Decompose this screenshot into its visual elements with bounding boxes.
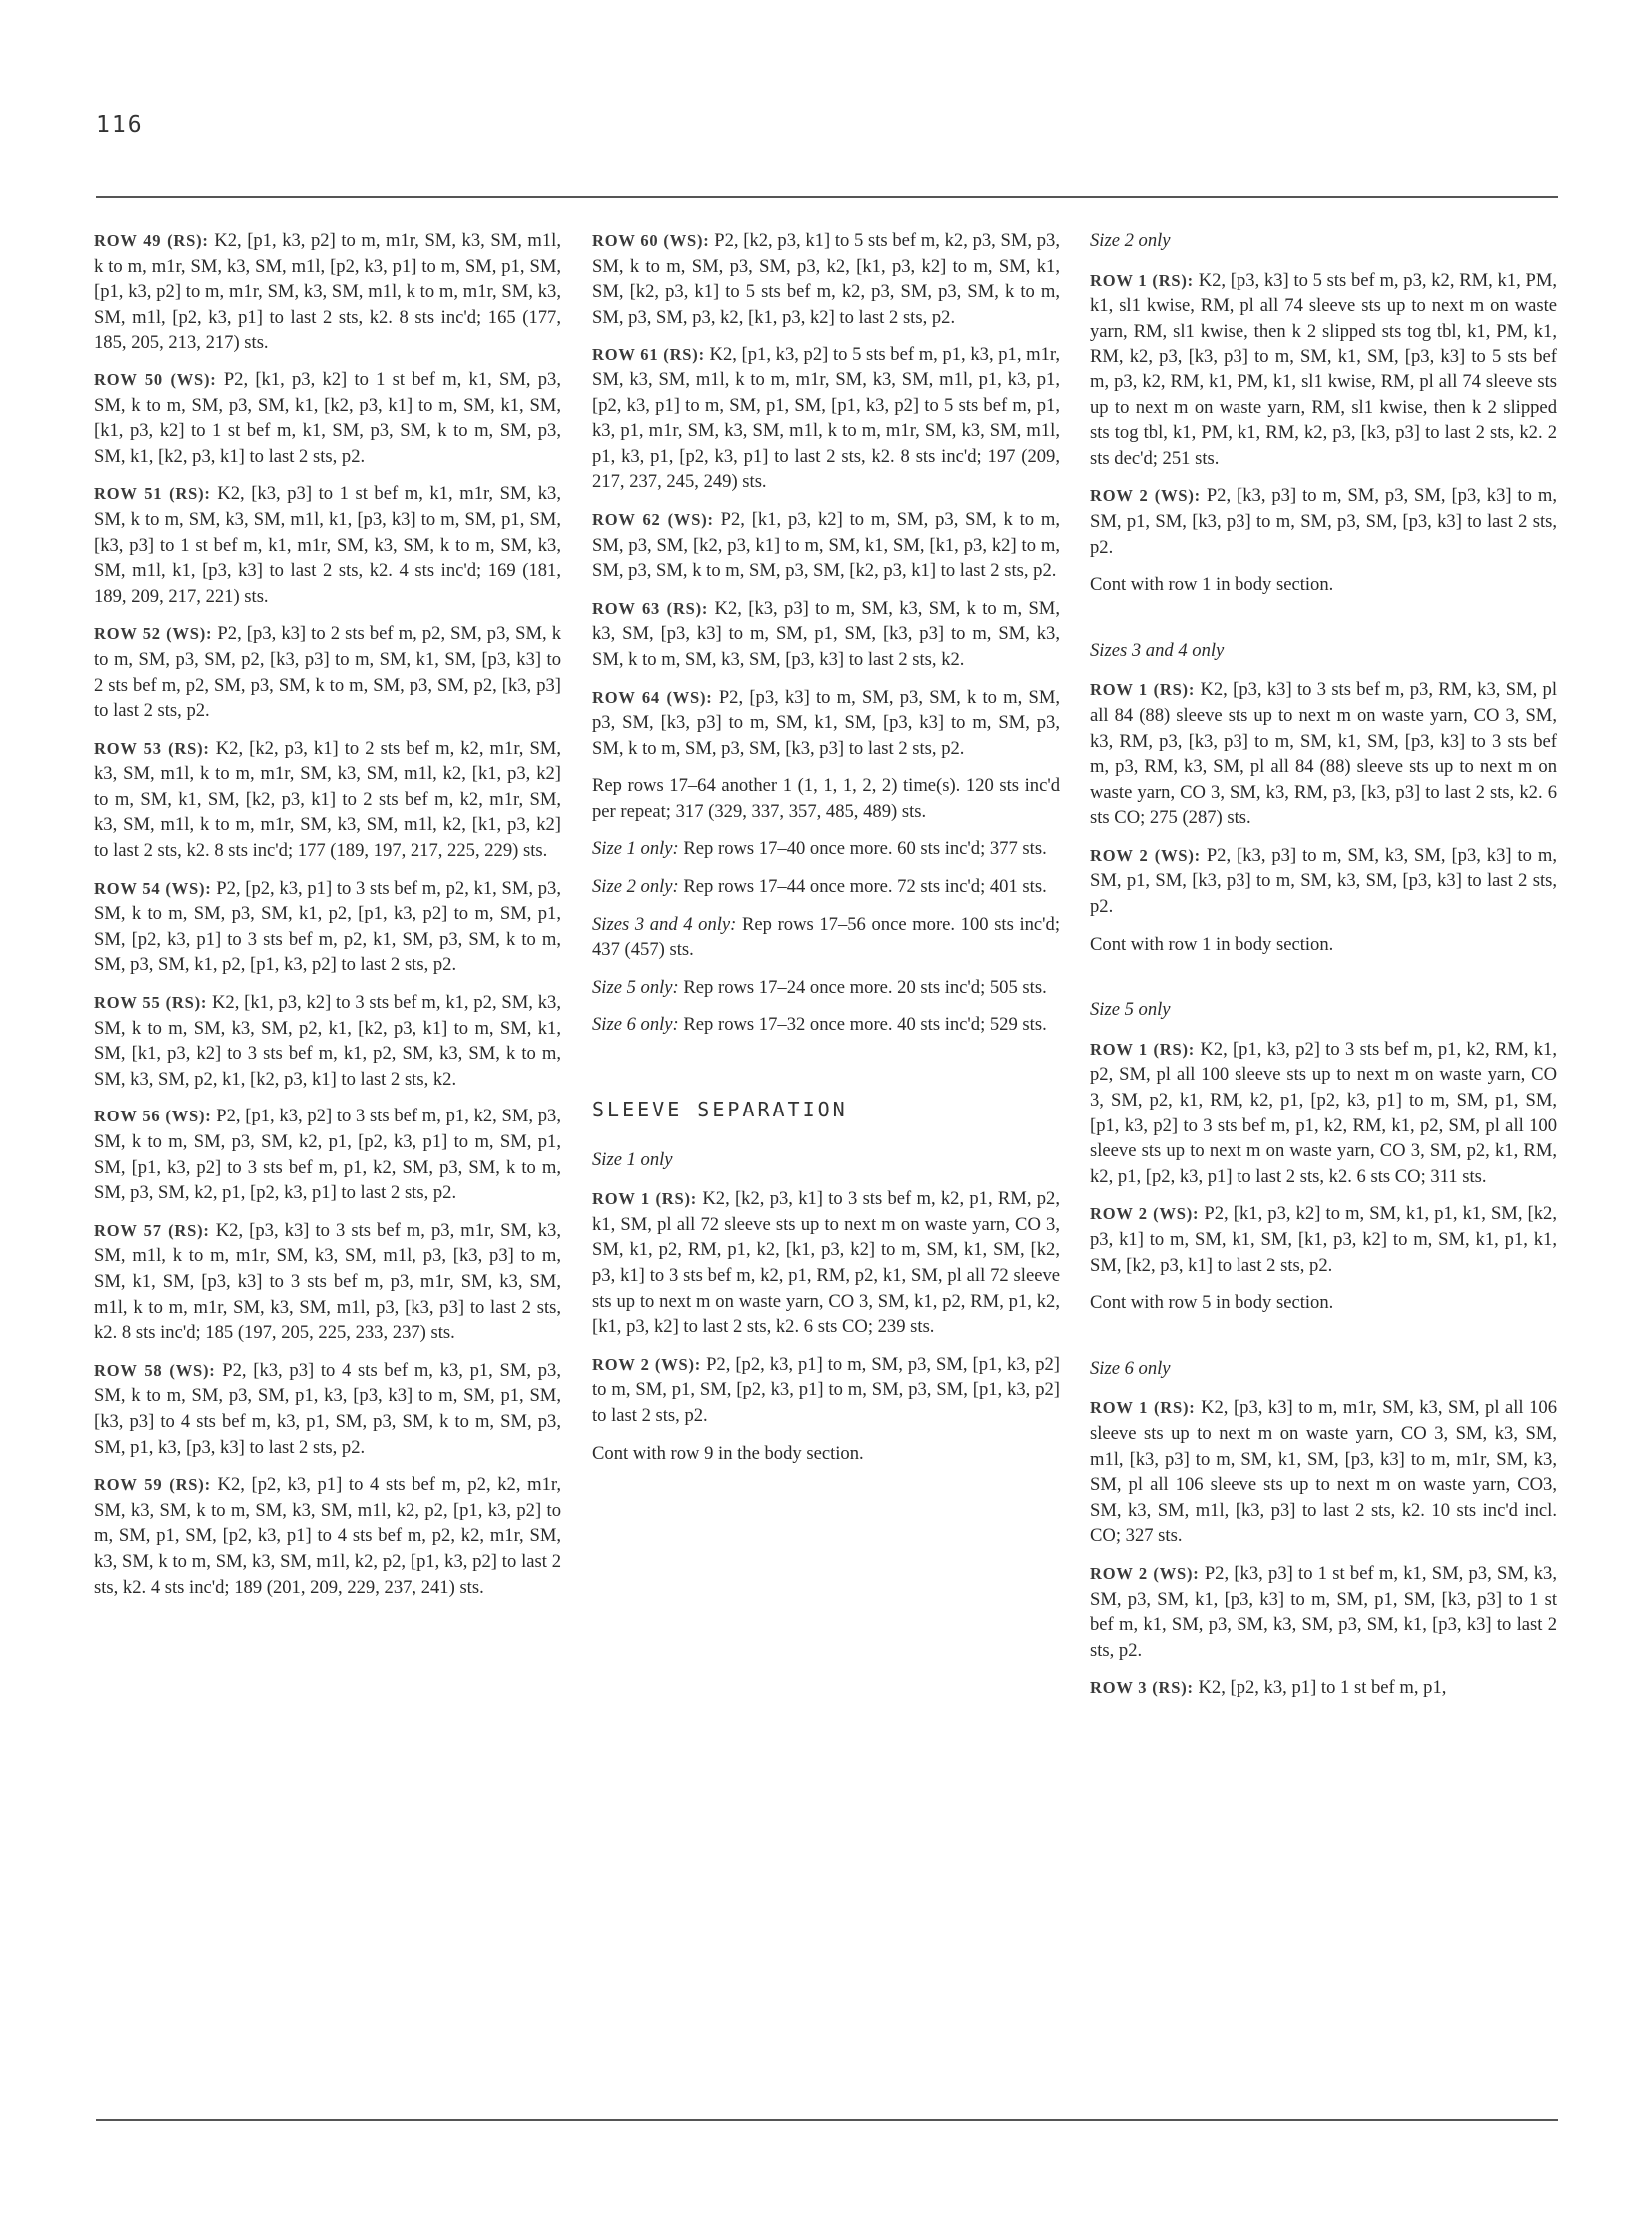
size-5-row-1: ROW 1 (RS): K2, [p1, k3, p2] to 3 sts bef m, p1, k2, RM, k1, p2, SM, pl all 100 sleeve sts up to next m on waste yarn, CO 3, SM, p2, k1, RM, k2, p1, [p2, k3, p1] to m, SM, p1, SM, [p1, k3, p2] to 3 sts bef m, p1, k2, RM, k1, p2, SM, pl all 100 sleeve sts up to next m on waste yarn, CO 3, SM, p2, k1, RM, k2, p1, [p2, k3, p1] to last 2 sts, k2. 6 sts CO; 311 sts. [1090,1038,1558,1187]
size-1-row-1: ROW 1 (RS): K2, [k2, p3, k1] to 3 sts bef m, k2, p1, RM, p2, k1, SM, pl all 72 sleeve sts up to next m on waste yarn, CO 3, SM, k1, p2, RM, p1, k2, [k1, p3, k2] to m, SM, k1, SM, [k2, p3, k1] to 3 sts bef m, k2, p1, RM, p2, k1, SM, pl all 72 sleeve sts up to next m on waste yarn, CO 3, SM, k1, p2, RM, p1, k2, [k1, p3, k2] to last 2 sts, k2. 6 sts CO; 239 sts. [592,1188,1061,1338]
row-52: ROW 52 (WS): P2, [p3, k3] to 2 sts bef m, p2, SM, p3, SM, k to m, SM, p3, SM, p2, [k3, p3] to m, SM, k1, SM, [p3, k3] to 2 sts bef m, p2, SM, p3, SM, k to m, SM, p3, SM, p2, [k3, p3] to last 2 sts, p2. [94,623,562,722]
size-5-subheading: Size 5 only [1090,999,1171,1021]
row-53: ROW 53 (RS): K2, [k2, p3, k1] to 2 sts bef m, k2, m1r, SM, k3, SM, m1l, k to m, m1r, SM, k3, SM, m1l, k2, [k1, p3, k2] to m, SM, k1, SM, [k2, p3, k1] to 2 sts bef m, k2, m1r, SM, k3, SM, m1l, k to m, m1r, SM, k3, SM, m1l, k2, [k1, p3, k2] to last 2 sts, k2. 8 sts inc'd; 177 (189, 197, 217, 225, 229) sts. [94,737,561,862]
sizes-3-4-repeat: Sizes 3 and 4 only: Rep rows 17–56 once more. 100 sts inc'd; 437 (457) sts. [592,913,1060,961]
sizes-3-4-row-2: ROW 2 (WS): P2, [k3, p3] to m, SM, k3, SM, [p3, k3] to m, SM, p1, SM, [k3, p3] to m, SM, k3, SM, [p3, k3] to last 2 sts, p2. [1090,844,1557,918]
row-50: ROW 50 (WS): P2, [k1, p3, k2] to 1 st bef m, k1, SM, p3, SM, k to m, SM, p3, SM, k1, [k2, p3, k1] to m, SM, k1, SM, [k1, p3, k2] to 1 st bef m, k1, SM, p3, SM, k to m, SM, p3, SM, k1, [k2, p3, k1] to last 2 sts, p2. [94,369,561,467]
section-heading-sleeve-separation: SLEEVE SEPARATION [592,1098,848,1122]
size-6-row-2: ROW 2 (WS): P2, [k3, p3] to 1 st bef m, k1, SM, p3, SM, k3, SM, p3, SM, k1, [p3, k3] to m, SM, p1, SM, [k3, p3] to 1 st bef m, k1, SM, p3, SM, k3, SM, p3, SM, k1, [p3, k3] to last 2 sts, p2. [1090,1562,1557,1661]
size-6-row-1: ROW 1 (RS): K2, [p3, k3] to m, m1r, SM, k3, SM, pl all 106 sleeve sts up to next m on waste yarn, CO 3, SM, k3, SM, m1l, [k3, p3] to m, SM, k1, SM, [p3, k3] to m, m1r, SM, k3, SM, pl all 106 sleeve sts up to next m on waste yarn, CO3, SM, k3, SM, m1l, [k3, p3] to last 2 sts, k2. 10 sts inc'd incl. CO; 327 sts. [1090,1397,1557,1547]
size-1-continue: Cont with row 9 in the body section. [592,1442,864,1464]
sizes-3-4-subheading: Sizes 3 and 4 only [1090,639,1225,661]
size-1-subheading: Size 1 only [592,1148,673,1170]
size-5-repeat: Size 5 only: Rep rows 17–24 once more. 20 sts inc'd; 505 sts. [592,976,1047,998]
row-61: ROW 61 (RS): K2, [p1, k3, p2] to 5 sts bef m, p1, k3, p1, m1r, SM, k3, SM, m1l, k to m, m1r, SM, k3, SM, m1l, p1, k3, p1, [p2, k3, p1] to m, SM, p1, SM, [p1, k3, p2] to 5 sts bef m, p1, k3, p1, m1r, SM, k3, SM, m1l, k to m, m1r, SM, k3, SM, m1l, p1, k3, p1, [p2, k3, p1] to last 2 sts, k2. 8 sts inc'd; 197 (209, 217, 237, 245, 249) sts. [592,344,1060,493]
row-59: ROW 59 (RS): K2, [p2, k3, p1] to 4 sts bef m, p2, k2, m1r, SM, k3, SM, k to m, SM, k3, SM, m1l, k2, p2, [p1, k3, p2] to m, SM, p1, SM, [p2, k3, p1] to 4 sts bef m, p2, k2, m1r, SM, k3, SM, k to m, SM, k3, SM, m1l, k2, p2, [p1, k3, p2] to last 2 sts, k2. 4 sts inc'd; 189 (201, 209, 229, 237, 241) sts. [94,1474,561,1598]
sizes-3-4-continue: Cont with row 1 in body section. [1090,933,1334,955]
row-49: ROW 49 (RS): K2, [p1, k3, p2] to m, m1r, SM, k3, SM, m1l, k to m, m1r, SM, k3, SM, m1l, [p2, k3, p1] to m, SM, p1, SM, [p1, k3, p2] to m, m1r, SM, k3, SM, m1l, k to m, m1r, SM, k3, SM, m1l, [p2, k3, p1] to last 2 sts, k2. 8 sts inc'd; 165 (177, 185, 205, 213, 217) sts. [94,230,561,354]
size-5-row-2: ROW 2 (WS): P2, [k1, p3, k2] to m, SM, k1, p1, k1, SM, [k2, p3, k1] to m, SM, k1, SM, [k1, p3, k2] to m, SM, k1, p1, k1, SM, [k2, p3, k1] to last 2 sts, p2. [1090,1203,1557,1276]
footer-rule [96,2119,1558,2121]
page-number: 116 [96,112,144,138]
row-51: ROW 51 (RS): K2, [k3, p3] to 1 st bef m, k1, m1r, SM, k3, SM, k to m, SM, k3, SM, m1l, k1, [p3, k3] to m, SM, p1, SM, [k3, p3] to 1 st bef m, k1, m1r, SM, k3, SM, k to m, SM, k3, SM, m1l, k1, [p3, k3] to last 2 sts, k2. 4 sts inc'd; 169 (181, 189, 209, 217, 221) sts. [94,483,561,607]
sizes-3-4-row-1: ROW 1 (RS): K2, [p3, k3] to 3 sts bef m, p3, RM, k3, SM, pl all 84 (88) sleeve sts up to next m on waste yarn, CO 3, SM, k3, RM, p3, [k3, p3] to m, SM, k1, SM, [p3, k3] to 3 sts bef m, p3, RM, k3, SM, pl all 84 (88) sleeve sts up to next m on waste yarn, CO 3, SM, k3, RM, p3, [k3, p3] to last 2 sts, k2. 6 sts CO; 275 (287) sts. [1090,679,1557,829]
size-6-repeat: Size 6 only: Rep rows 17–32 once more. 40 sts inc'd; 529 sts. [592,1014,1047,1036]
size-6-subheading: Size 6 only [1090,1357,1171,1379]
size-2-repeat: Size 2 only: Rep rows 17–44 once more. 72 sts inc'd; 401 sts. [592,876,1047,898]
size-1-repeat: Size 1 only: Rep rows 17–40 once more. 60 sts inc'd; 377 sts. [592,838,1047,860]
size-2-subheading: Size 2 only [1090,230,1171,251]
row-55: ROW 55 (RS): K2, [k1, p3, k2] to 3 sts bef m, k1, p2, SM, k3, SM, k to m, SM, k3, SM, p2, k1, [k2, p3, k1] to m, SM, k1, SM, [k1, p3, k2] to 3 sts bef m, k1, p2, SM, k3, SM, k to m, SM, k3, SM, p2, k1, [k2, p3, k1] to last 2 sts, k2. [94,992,561,1090]
size-6-row-3: ROW 3 (RS): K2, [p2, k3, p1] to 1 st bef m, p1, [1090,1677,1447,1699]
row-58: ROW 58 (WS): P2, [k3, p3] to 4 sts bef m, k3, p1, SM, p3, SM, k to m, SM, p3, SM, p1, k3, [p3, k3] to m, SM, p1, SM, [k3, p3] to 4 sts bef m, k3, p1, SM, p3, SM, k to m, SM, p3, SM, p1, k3, [p3, k3] to last 2 sts, p2. [94,1359,561,1458]
row-56: ROW 56 (WS): P2, [p1, k3, p2] to 3 sts bef m, p1, k2, SM, p3, SM, k to m, SM, p3, SM, k2, p1, [p2, k3, p1] to m, SM, p1, SM, [p1, k3, p2] to 3 sts bef m, p1, k2, SM, p3, SM, k to m, SM, p3, SM, k2, p1, [p2, k3, p1] to last 2 sts, p2. [94,1106,561,1204]
row-57: ROW 57 (RS): K2, [p3, k3] to 3 sts bef m, p3, m1r, SM, k3, SM, m1l, k to m, m1r, SM, k3, SM, m1l, p3, [k3, p3] to m, SM, k1, SM, [p3, k3] to 3 sts bef m, p3, m1r, SM, k3, SM, m1l, k to m, m1r, SM, k3, SM, m1l, p3, [k3, p3] to last 2 sts, k2. 8 sts inc'd; 185 (197, 205, 225, 233, 237) sts. [94,1219,561,1344]
row-54: ROW 54 (WS): P2, [p2, k3, p1] to 3 sts bef m, p2, k1, SM, p3, SM, k to m, SM, p3, SM, k1, p2, [p1, k3, p2] to m, SM, p1, SM, [p2, k3, p1] to 3 sts bef m, p2, k1, SM, p3, SM, k to m, SM, p3, SM, k1, p2, [p1, k3, p2] to last 2 sts, p2. [94,877,561,976]
row-60: ROW 60 (WS): P2, [k2, p3, k1] to 5 sts bef m, k2, p3, SM, p3, SM, k to m, SM, p3, SM, p3, k2, [k1, p3, k2] to m, SM, k1, SM, [k2, p3, k1] to 5 sts bef m, k2, p3, SM, p3, SM, k to m, SM, p3, SM, p3, k2, [k1, p3, k2] to last 2 sts, p2. [592,230,1060,328]
column-2 [592,228,1060,1478]
size-1-row-2: ROW 2 (WS): P2, [p2, k3, p1] to m, SM, p3, SM, [p1, k3, p2] to m, SM, p1, SM, [p2, k3, p1] to m, SM, p3, SM, [p1, k3, p2] to last 2 sts, p2. [592,1353,1060,1426]
header-rule [96,196,1558,198]
size-2-row-2: ROW 2 (WS): P2, [k3, p3] to m, SM, p3, SM, [p3, k3] to m, SM, p1, SM, [k3, p3] to m, SM, p3, SM, [p3, k3] to last 2 sts, p2. [1090,485,1557,558]
repeat-instruction: Rep rows 17–64 another 1 (1, 1, 1, 2, 2) time(s). 120 sts inc'd per repeat; 317 (329, 337, 357, 485, 489) sts. [592,775,1060,822]
row-62: ROW 62 (WS): P2, [k1, p3, k2] to m, SM, p3, SM, k to m, SM, p3, SM, [k2, p3, k1] to m, SM, k1, SM, [k1, p3, k2] to m, SM, p3, SM, k to m, SM, p3, SM, [k2, p3, k1] to last 2 sts, p2. [592,508,1060,582]
size-5-continue: Cont with row 5 in body section. [1090,1292,1334,1314]
row-64: ROW 64 (WS): P2, [p3, k3] to m, SM, p3, SM, k to m, SM, p3, SM, [k3, p3] to m, SM, k1, SM, [p3, k3] to m, SM, p3, SM, k to m, SM, p3, SM, [k3, p3] to last 2 sts, p2. [592,686,1060,759]
column-3 [1090,228,1557,1713]
size-2-row-1: ROW 1 (RS): K2, [p3, k3] to 5 sts bef m, p3, k2, RM, k1, PM, k1, sl1 kwise, RM, pl all 74 sleeve sts up to next m on waste yarn, RM, sl1 kwise, then k 2 slipped sts tog tbl, k1, PM, k1, RM, k2, p3, [k3, p3] to m, SM, k1, SM, [p3, k3] to 5 sts bef m, p3, k2, RM, k1, PM, k1, sl1 kwise, RM, pl all 74 sleeve sts up to next m on waste yarn, RM, sl1 kwise, then k 2 slipped sts tog tbl, k1, PM, k1, RM, k2, p3, [k3, p3] to last 2 sts, k2. 2 sts dec'd; 251 sts. [1090,269,1558,469]
size-2-continue: Cont with row 1 in body section. [1090,574,1334,596]
column-1 [94,228,561,1612]
row-63: ROW 63 (RS): K2, [k3, p3] to m, SM, k3, SM, k to m, SM, k3, SM, [p3, k3] to m, SM, p1, SM, [k3, p3] to m, SM, k3, SM, k to m, SM, k3, SM, [p3, k3] to last 2 sts, k2. [592,597,1060,670]
